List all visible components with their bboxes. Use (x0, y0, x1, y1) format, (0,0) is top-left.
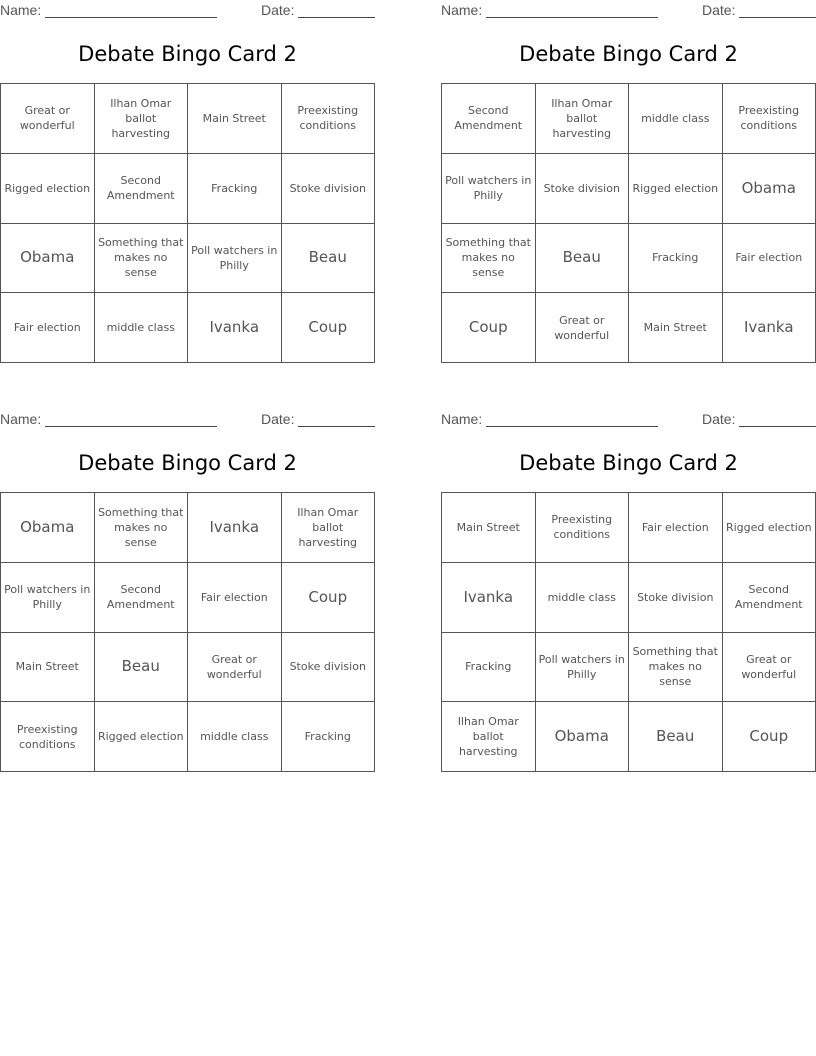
bingo-cell: Main Street (629, 293, 723, 363)
name-blank (45, 426, 217, 427)
bingo-cell: Preexisting conditions (282, 84, 376, 154)
date-blank (739, 17, 816, 18)
bingo-cell: Fair election (723, 224, 816, 294)
bingo-grid (0, 492, 375, 772)
bingo-cell: Stoke division (536, 154, 630, 224)
bingo-grid (441, 83, 816, 363)
name-label: Name: (0, 411, 42, 427)
bingo-cell: middle class (629, 84, 723, 154)
bingo-cell: Second Amendment (442, 84, 536, 154)
bingo-cell: middle class (536, 563, 630, 633)
name-label: Name: (0, 2, 42, 18)
bingo-cell: Poll watchers in Philly (442, 154, 536, 224)
bingo-cell: Second Amendment (723, 563, 816, 633)
card-title: Debate Bingo Card 2 (519, 451, 738, 475)
name-blank (486, 17, 658, 18)
bingo-cell: Main Street (188, 84, 282, 154)
card-header (441, 411, 816, 429)
card-title: Debate Bingo Card 2 (519, 42, 738, 66)
card-title: Debate Bingo Card 2 (78, 42, 297, 66)
bingo-cell: Main Street (1, 633, 95, 703)
bingo-cell: Poll watchers in Philly (188, 224, 282, 294)
bingo-cell: Obama (1, 224, 95, 294)
bingo-cell: Stoke division (629, 563, 723, 633)
bingo-cell: Rigged election (629, 154, 723, 224)
bingo-cell: Ilhan Omar ballot harvesting (442, 702, 536, 772)
bingo-cell: Fair election (629, 493, 723, 563)
date-label: Date: (702, 2, 736, 18)
bingo-cell: middle class (188, 702, 282, 772)
bingo-cell: Ivanka (188, 493, 282, 563)
bingo-cell: Second Amendment (95, 563, 189, 633)
date-label: Date: (702, 411, 736, 427)
bingo-cell: Beau (282, 224, 376, 294)
bingo-cell: Second Amendment (95, 154, 189, 224)
bingo-cell: Obama (536, 702, 630, 772)
name-label: Name: (441, 2, 483, 18)
bingo-cell: Obama (1, 493, 95, 563)
bingo-cell: Something that makes no sense (442, 224, 536, 294)
bingo-cell: Preexisting conditions (723, 84, 816, 154)
name-blank (486, 426, 658, 427)
bingo-cell: Rigged election (723, 493, 816, 563)
date-label: Date: (261, 2, 295, 18)
bingo-cell: Coup (723, 702, 816, 772)
bingo-cell: Ivanka (188, 293, 282, 363)
bingo-cell: Beau (95, 633, 189, 703)
bingo-cell: Obama (723, 154, 816, 224)
date-label: Date: (261, 411, 295, 427)
name-blank (45, 17, 217, 18)
bingo-cell: Great or wonderful (188, 633, 282, 703)
card-header (0, 2, 375, 20)
bingo-cell: Ilhan Omar ballot harvesting (282, 493, 376, 563)
date-blank (298, 426, 375, 427)
bingo-cell: Rigged election (95, 702, 189, 772)
bingo-cell: Beau (536, 224, 630, 294)
bingo-card (441, 0, 816, 380)
card-header (0, 411, 375, 429)
card-title: Debate Bingo Card 2 (78, 451, 297, 475)
bingo-cell: Poll watchers in Philly (1, 563, 95, 633)
card-header (441, 2, 816, 20)
bingo-cell: Great or wonderful (723, 633, 816, 703)
bingo-cell: Main Street (442, 493, 536, 563)
bingo-cell: Ivanka (723, 293, 816, 363)
bingo-cell: Poll watchers in Philly (536, 633, 630, 703)
bingo-card (0, 409, 375, 789)
date-blank (298, 17, 375, 18)
bingo-cell: Beau (629, 702, 723, 772)
name-label: Name: (441, 411, 483, 427)
bingo-cell: Fracking (188, 154, 282, 224)
bingo-cell: Coup (282, 293, 376, 363)
bingo-cell: Something that makes no sense (629, 633, 723, 703)
bingo-grid (441, 492, 816, 772)
date-blank (739, 426, 816, 427)
bingo-cell: Preexisting conditions (536, 493, 630, 563)
bingo-cell: Great or wonderful (1, 84, 95, 154)
bingo-cell: Ilhan Omar ballot harvesting (95, 84, 189, 154)
bingo-cell: Rigged election (1, 154, 95, 224)
bingo-cell: Ivanka (442, 563, 536, 633)
bingo-cell: Coup (442, 293, 536, 363)
bingo-card (0, 0, 375, 380)
bingo-cell: Something that makes no sense (95, 493, 189, 563)
bingo-cell: Great or wonderful (536, 293, 630, 363)
bingo-cell: Fair election (1, 293, 95, 363)
bingo-cell: Ilhan Omar ballot harvesting (536, 84, 630, 154)
bingo-cell: Stoke division (282, 154, 376, 224)
bingo-cell: Fracking (442, 633, 536, 703)
bingo-grid (0, 83, 375, 363)
bingo-cell: Preexisting conditions (1, 702, 95, 772)
bingo-cell: Stoke division (282, 633, 376, 703)
bingo-cell: Something that makes no sense (95, 224, 189, 294)
bingo-cell: middle class (95, 293, 189, 363)
bingo-cell: Fair election (188, 563, 282, 633)
bingo-card (441, 409, 816, 789)
bingo-cell: Fracking (629, 224, 723, 294)
bingo-cell: Coup (282, 563, 376, 633)
bingo-cell: Fracking (282, 702, 376, 772)
